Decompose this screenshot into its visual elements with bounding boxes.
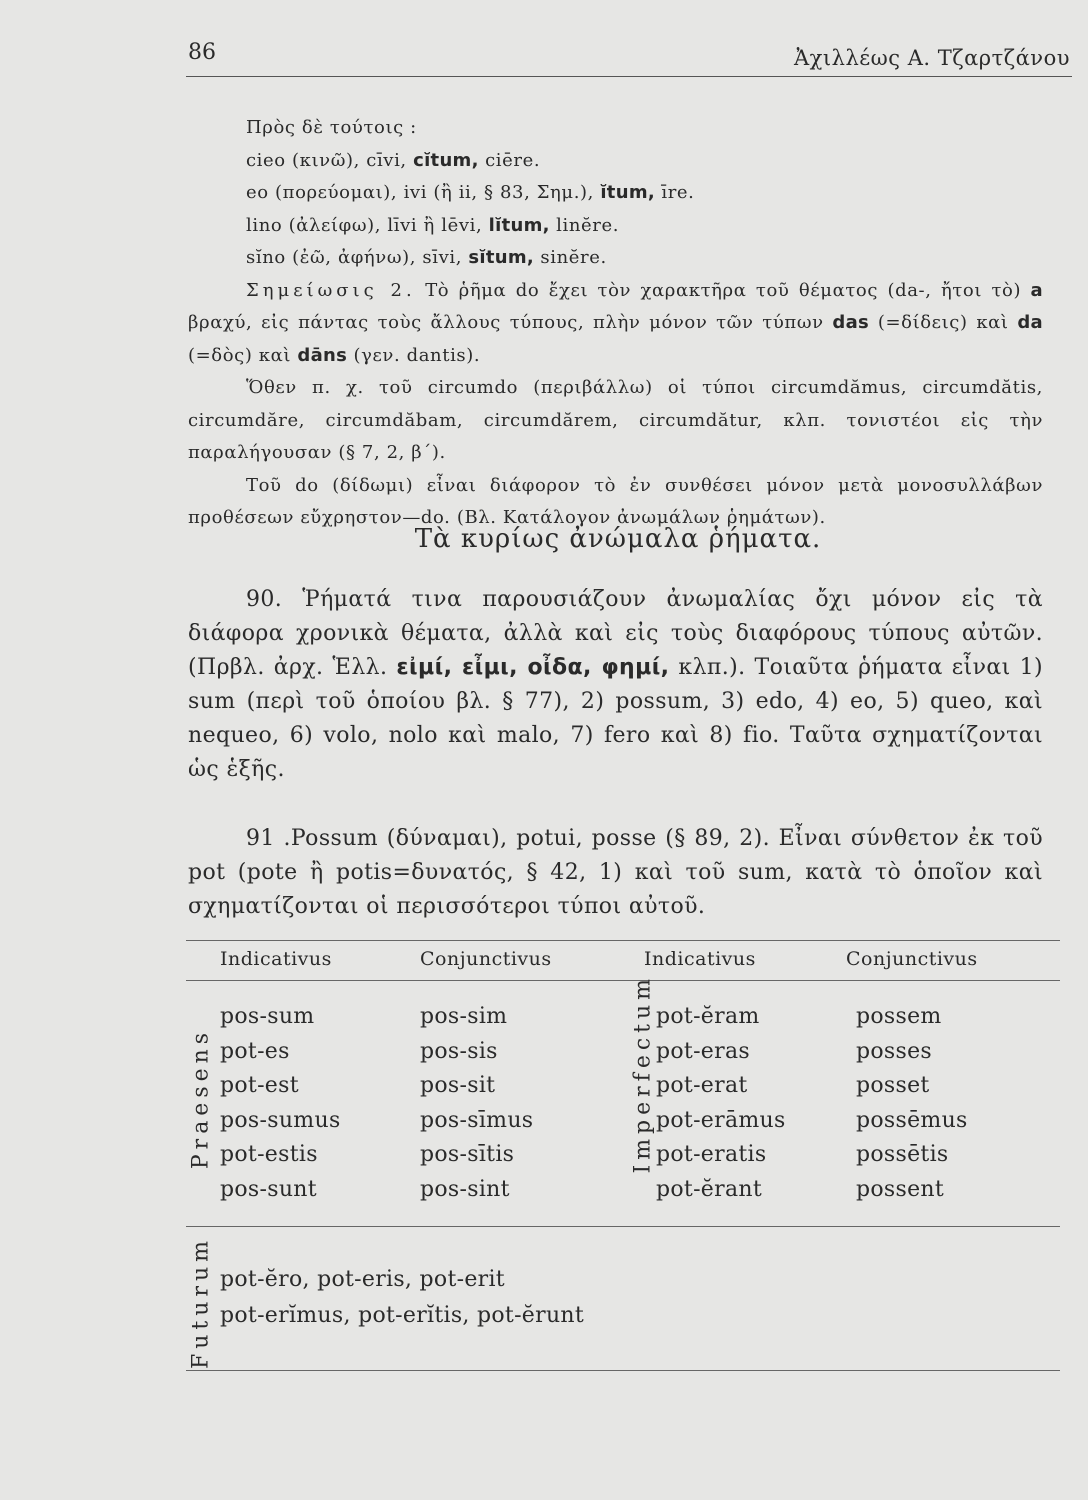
intro-line: Πρὸς δὲ τούτοις :	[246, 117, 417, 138]
list-item: pos-sumus	[220, 1107, 341, 1133]
list-item: pot-estis	[220, 1142, 318, 1168]
praesens-label: Praesens	[188, 1027, 214, 1170]
list-item: pot-ĕrant	[656, 1176, 762, 1202]
do-paragraph: Τοῦ do (δίδωμι) εἶναι διάφορον τὸ ἐν συνθέσει μόνον μετὰ μονοσυλλάβων προθέσεων εὔχρηστον—do. (Βλ. Κατάλογον ἀνωμάλων ῥημάτων).	[188, 474, 1043, 528]
futurum-forms	[220, 1262, 584, 1334]
list-item: pot-est	[220, 1073, 299, 1099]
header-indicativus-2: Indicativus	[644, 948, 756, 970]
header-rule	[186, 76, 1072, 77]
list-item: pot-ĕro, pot-eris, pot-erit	[220, 1267, 505, 1292]
table-rule-bottom	[186, 1370, 1060, 1371]
intro-line: cieo (κινῶ), cīvi, cĭtum, ciēre.	[246, 149, 541, 171]
praesens-conjunctivus	[420, 1000, 533, 1208]
list-item: pos-sis	[420, 1038, 498, 1064]
intro-line: sĭno (ἐῶ, ἀφήνω), sīvi, sĭtum, sinĕre.	[246, 247, 607, 268]
section-heading: Τὰ κυρίως ἀνώμαλα ῥήματα.	[414, 524, 822, 554]
page-header	[188, 40, 1070, 74]
intro-line: lino (ἀλείφω), līvi ἢ lēvi, lĭtum, linĕre.	[246, 214, 620, 236]
intro-list	[188, 112, 1043, 535]
list-item: pos-sītis	[420, 1142, 515, 1168]
list-item: pot-ĕram	[656, 1004, 760, 1029]
list-item: pos-sīmus	[420, 1107, 534, 1133]
list-item: posses	[856, 1038, 933, 1064]
list-item: pot-es	[220, 1038, 290, 1064]
paragraph-90: 90. Ῥήματά τινα παρουσιάζουν ἀνωμαλίας ὄχι μόνον εἰς τὰ διάφορα χρονικὰ θέματα, ἀλλὰ καὶ εἰς τοὺς διαφόρους τύπους αὐτῶν. (Πρβλ. ἀρχ. Ἑλλ. εἰμί, εἶμι, οἶδα, φημί, κλπ.). Τοιαῦτα ῥήματα εἶναι 1) sum (περὶ τοῦ ὁποίου βλ. § 77), 2) possum, 3) edo, 4) eo, 5) queo, καὶ nequeo, 6) volo, nolo καὶ malo, 7) fero καὶ 8) fio. Ταῦτα σχηματίζονται ὡς ἑξῆς.	[188, 587, 1043, 782]
praesens-indicativus	[220, 1000, 341, 1208]
list-item: pos-sim	[420, 1004, 508, 1029]
list-item: pot-eras	[656, 1038, 750, 1064]
list-item: pos-sit	[420, 1073, 496, 1099]
header-conjunctivus-2: Conjunctivus	[846, 948, 978, 970]
list-item: pos-sunt	[220, 1176, 317, 1202]
list-item: pos-sint	[420, 1176, 510, 1202]
list-item: possētis	[856, 1142, 949, 1168]
list-item: pot-eratis	[656, 1142, 767, 1168]
page-number: 86	[188, 40, 216, 65]
table-rule-header	[186, 980, 1060, 981]
header-indicativus-1: Indicativus	[220, 948, 332, 970]
running-title: Ἀχιλλέως Α. Τζαρτζάνου	[794, 46, 1070, 70]
list-item: possent	[856, 1176, 945, 1202]
list-item: pot-erĭmus, pot-erĭtis, pot-ĕrunt	[220, 1303, 585, 1328]
list-item: possēmus	[856, 1107, 968, 1133]
paragraph-91: 91 .Possum (δύναμαι), potui, posse (§ 89, 2). Εἶναι σύνθετον ἐκ τοῦ pot (pote ἢ potis=δυνατός, § 42, 1) καὶ τοῦ sum, κατὰ τὸ ὁποῖον καὶ σχηματίζονται οἱ περισσότεροι τύποι αὐτοῦ.	[188, 826, 1043, 919]
intro-line: eo (πορεύομαι), ivi (ἢ ii, § 83, Σημ.), ĭtum, īre.	[246, 182, 695, 203]
list-item: pot-erat	[656, 1073, 748, 1099]
imperfectum-indicativus	[656, 1000, 786, 1208]
imperfectum-label: Imperfectum	[630, 973, 656, 1174]
list-item: pot-erāmus	[656, 1107, 786, 1133]
table-rule-top	[186, 940, 1060, 941]
list-item: pos-sum	[220, 1004, 315, 1029]
circumdo-paragraph: Ὅθεν π. χ. τοῦ circumdo (περιβάλλω) οἱ τύποι circumdămus, circumdătis, circumdăre, circumdăbam, circumdărem, circumdătur, κλπ. τονιστέοι εἰς τὴν παραλήγουσαν (§ 7, 2, β΄).	[188, 377, 1043, 463]
list-item: possem	[856, 1004, 942, 1029]
list-item: posset	[856, 1073, 930, 1099]
note-paragraph: Σημείωσις 2. Τὸ ῥῆμα do ἔχει τὸν χαρακτῆρα τοῦ θέματος (da-, ἤτοι τὸ) a βραχύ, εἰς πάντας τοὺς ἄλλους τύπους, πλὴν μόνον τῶν τύπων das (=δίδεις) καὶ da (=δὸς) καὶ dāns (γεν. dantis).	[188, 279, 1043, 366]
futurum-label: Futurum	[188, 1236, 214, 1369]
header-conjunctivus-1: Conjunctivus	[420, 948, 552, 970]
imperfectum-conjunctivus	[856, 1000, 968, 1208]
table-rule-mid	[186, 1226, 1060, 1227]
